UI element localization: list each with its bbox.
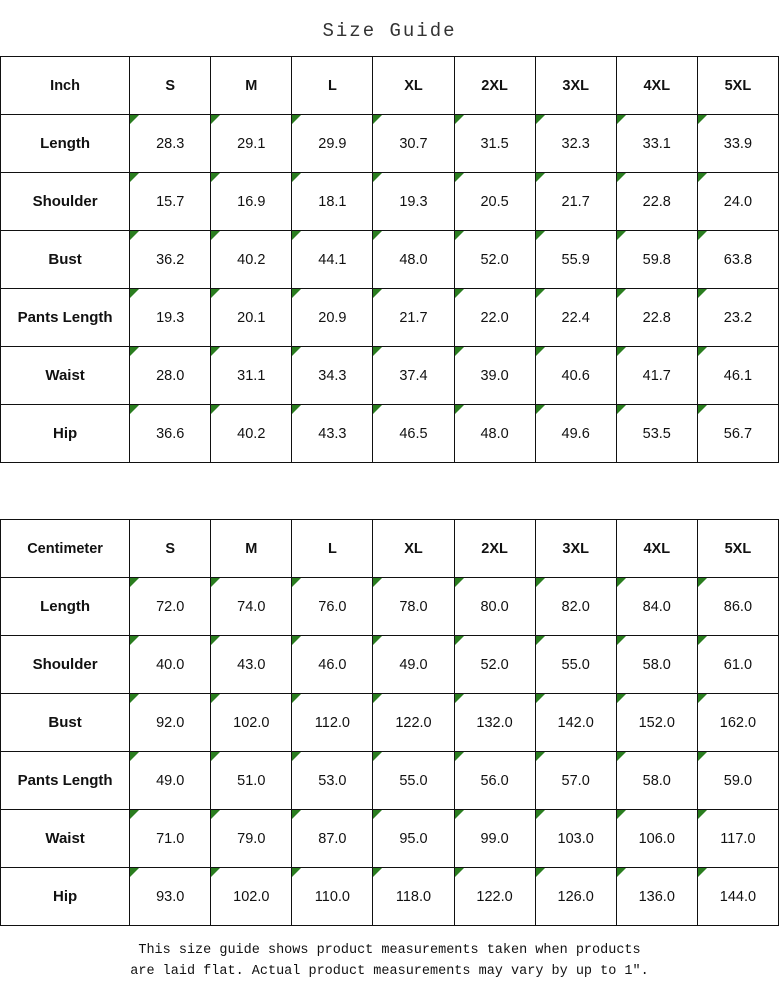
row-label-hip: Hip — [1, 405, 130, 463]
cell-cm-waist-m: 79.0 — [211, 810, 292, 868]
cell-cm-waist-4xl: 106.0 — [616, 810, 697, 868]
footnote — [0, 926, 779, 982]
cell-inch-pants-length-xl: 21.7 — [373, 289, 454, 347]
page-title: Size Guide — [322, 20, 457, 42]
cell-cm-length-2xl: 80.0 — [454, 578, 535, 636]
cell-cm-pants-length-m: 51.0 — [211, 752, 292, 810]
cell-cm-hip-4xl: 136.0 — [616, 868, 697, 926]
column-header-l: L — [292, 57, 373, 115]
cell-inch-hip-2xl: 48.0 — [454, 405, 535, 463]
cell-cm-pants-length-s: 49.0 — [130, 752, 211, 810]
cell-cm-bust-2xl: 132.0 — [454, 694, 535, 752]
cell-inch-pants-length-5xl: 23.2 — [697, 289, 778, 347]
table-row — [1, 752, 779, 810]
cell-inch-waist-s: 28.0 — [130, 347, 211, 405]
cell-inch-waist-l: 34.3 — [292, 347, 373, 405]
cell-cm-shoulder-4xl: 58.0 — [616, 636, 697, 694]
table-row — [1, 810, 779, 868]
cell-cm-waist-s: 71.0 — [130, 810, 211, 868]
cell-cm-bust-5xl: 162.0 — [697, 694, 778, 752]
size-table-centimeter — [0, 519, 779, 926]
cell-inch-hip-4xl: 53.5 — [616, 405, 697, 463]
column-header-3xl: 3XL — [535, 520, 616, 578]
table-row — [1, 289, 779, 347]
column-header-5xl: 5XL — [697, 57, 778, 115]
table-header-row — [1, 520, 779, 578]
cell-inch-length-m: 29.1 — [211, 115, 292, 173]
cell-inch-bust-s: 36.2 — [130, 231, 211, 289]
cell-cm-hip-3xl: 126.0 — [535, 868, 616, 926]
row-label-length: Length — [1, 115, 130, 173]
row-label-bust: Bust — [1, 694, 130, 752]
cell-cm-bust-l: 112.0 — [292, 694, 373, 752]
cell-inch-length-l: 29.9 — [292, 115, 373, 173]
cell-inch-shoulder-s: 15.7 — [130, 173, 211, 231]
cell-cm-hip-s: 93.0 — [130, 868, 211, 926]
cell-cm-hip-l: 110.0 — [292, 868, 373, 926]
table-row — [1, 231, 779, 289]
cell-inch-waist-4xl: 41.7 — [616, 347, 697, 405]
cell-cm-bust-4xl: 152.0 — [616, 694, 697, 752]
table-header-row — [1, 57, 779, 115]
cell-inch-pants-length-s: 19.3 — [130, 289, 211, 347]
unit-label-centimeter: Centimeter — [1, 520, 130, 578]
cell-inch-pants-length-2xl: 22.0 — [454, 289, 535, 347]
column-header-5xl: 5XL — [697, 520, 778, 578]
column-header-4xl: 4XL — [616, 520, 697, 578]
cell-inch-waist-5xl: 46.1 — [697, 347, 778, 405]
cell-inch-pants-length-3xl: 22.4 — [535, 289, 616, 347]
cell-inch-length-5xl: 33.9 — [697, 115, 778, 173]
cell-inch-hip-s: 36.6 — [130, 405, 211, 463]
table-row — [1, 868, 779, 926]
cell-cm-pants-length-5xl: 59.0 — [697, 752, 778, 810]
row-label-waist: Waist — [1, 810, 130, 868]
row-label-bust: Bust — [1, 231, 130, 289]
cell-cm-length-5xl: 86.0 — [697, 578, 778, 636]
cell-cm-pants-length-3xl: 57.0 — [535, 752, 616, 810]
cell-cm-length-3xl: 82.0 — [535, 578, 616, 636]
cell-inch-length-s: 28.3 — [130, 115, 211, 173]
cell-cm-length-xl: 78.0 — [373, 578, 454, 636]
row-label-shoulder: Shoulder — [1, 173, 130, 231]
cell-inch-hip-3xl: 49.6 — [535, 405, 616, 463]
cell-inch-length-xl: 30.7 — [373, 115, 454, 173]
cell-inch-hip-xl: 46.5 — [373, 405, 454, 463]
cell-cm-length-l: 76.0 — [292, 578, 373, 636]
cell-cm-waist-3xl: 103.0 — [535, 810, 616, 868]
cell-cm-hip-m: 102.0 — [211, 868, 292, 926]
cell-cm-shoulder-2xl: 52.0 — [454, 636, 535, 694]
cell-inch-shoulder-2xl: 20.5 — [454, 173, 535, 231]
cell-inch-length-2xl: 31.5 — [454, 115, 535, 173]
cell-cm-bust-xl: 122.0 — [373, 694, 454, 752]
row-label-hip: Hip — [1, 868, 130, 926]
cell-inch-waist-3xl: 40.6 — [535, 347, 616, 405]
cell-inch-pants-length-m: 20.1 — [211, 289, 292, 347]
cell-cm-shoulder-xl: 49.0 — [373, 636, 454, 694]
cell-inch-waist-2xl: 39.0 — [454, 347, 535, 405]
cell-cm-hip-2xl: 122.0 — [454, 868, 535, 926]
cell-cm-bust-3xl: 142.0 — [535, 694, 616, 752]
cell-inch-length-4xl: 33.1 — [616, 115, 697, 173]
column-header-m: M — [211, 57, 292, 115]
cell-inch-shoulder-5xl: 24.0 — [697, 173, 778, 231]
column-header-s: S — [130, 57, 211, 115]
row-label-shoulder: Shoulder — [1, 636, 130, 694]
cell-cm-waist-xl: 95.0 — [373, 810, 454, 868]
cell-cm-pants-length-xl: 55.0 — [373, 752, 454, 810]
table-row — [1, 115, 779, 173]
row-label-length: Length — [1, 578, 130, 636]
footnote-line-2: are laid flat. Actual product measurements may vary by up to 1″. — [130, 964, 649, 979]
column-header-m: M — [211, 520, 292, 578]
cell-inch-pants-length-l: 20.9 — [292, 289, 373, 347]
column-header-xl: XL — [373, 520, 454, 578]
cell-inch-bust-l: 44.1 — [292, 231, 373, 289]
cell-inch-hip-5xl: 56.7 — [697, 405, 778, 463]
size-table-inch — [0, 56, 779, 463]
column-header-2xl: 2XL — [454, 520, 535, 578]
cell-inch-shoulder-m: 16.9 — [211, 173, 292, 231]
cell-cm-shoulder-s: 40.0 — [130, 636, 211, 694]
column-header-2xl: 2XL — [454, 57, 535, 115]
cell-inch-waist-xl: 37.4 — [373, 347, 454, 405]
cell-cm-length-m: 74.0 — [211, 578, 292, 636]
table-row — [1, 173, 779, 231]
cell-inch-bust-xl: 48.0 — [373, 231, 454, 289]
cell-inch-hip-m: 40.2 — [211, 405, 292, 463]
cell-inch-bust-3xl: 55.9 — [535, 231, 616, 289]
table-row — [1, 347, 779, 405]
footnote-line-1: This size guide shows product measurements taken when products — [138, 943, 641, 958]
cell-cm-shoulder-l: 46.0 — [292, 636, 373, 694]
cell-cm-shoulder-m: 43.0 — [211, 636, 292, 694]
cell-inch-bust-2xl: 52.0 — [454, 231, 535, 289]
column-header-3xl: 3XL — [535, 57, 616, 115]
cell-inch-shoulder-xl: 19.3 — [373, 173, 454, 231]
row-label-pants-length: Pants Length — [1, 752, 130, 810]
table-row — [1, 405, 779, 463]
cell-inch-bust-4xl: 59.8 — [616, 231, 697, 289]
cell-inch-hip-l: 43.3 — [292, 405, 373, 463]
unit-label-inch: Inch — [1, 57, 130, 115]
cell-cm-hip-5xl: 144.0 — [697, 868, 778, 926]
table-separator — [0, 463, 779, 519]
cell-cm-pants-length-l: 53.0 — [292, 752, 373, 810]
cell-inch-shoulder-4xl: 22.8 — [616, 173, 697, 231]
cell-inch-length-3xl: 32.3 — [535, 115, 616, 173]
column-header-4xl: 4XL — [616, 57, 697, 115]
column-header-xl: XL — [373, 57, 454, 115]
cell-cm-pants-length-2xl: 56.0 — [454, 752, 535, 810]
cell-cm-waist-2xl: 99.0 — [454, 810, 535, 868]
cell-cm-waist-l: 87.0 — [292, 810, 373, 868]
cell-inch-pants-length-4xl: 22.8 — [616, 289, 697, 347]
cell-inch-shoulder-l: 18.1 — [292, 173, 373, 231]
row-label-pants-length: Pants Length — [1, 289, 130, 347]
cell-inch-bust-m: 40.2 — [211, 231, 292, 289]
cell-cm-length-4xl: 84.0 — [616, 578, 697, 636]
row-label-waist: Waist — [1, 347, 130, 405]
cell-inch-waist-m: 31.1 — [211, 347, 292, 405]
cell-cm-shoulder-3xl: 55.0 — [535, 636, 616, 694]
cell-inch-bust-5xl: 63.8 — [697, 231, 778, 289]
table-row — [1, 578, 779, 636]
cell-cm-waist-5xl: 117.0 — [697, 810, 778, 868]
cell-cm-bust-m: 102.0 — [211, 694, 292, 752]
table-row — [1, 694, 779, 752]
column-header-s: S — [130, 520, 211, 578]
cell-cm-pants-length-4xl: 58.0 — [616, 752, 697, 810]
table-row — [1, 636, 779, 694]
cell-inch-shoulder-3xl: 21.7 — [535, 173, 616, 231]
cell-cm-length-s: 72.0 — [130, 578, 211, 636]
cell-cm-bust-s: 92.0 — [130, 694, 211, 752]
column-header-l: L — [292, 520, 373, 578]
cell-cm-hip-xl: 118.0 — [373, 868, 454, 926]
cell-cm-shoulder-5xl: 61.0 — [697, 636, 778, 694]
